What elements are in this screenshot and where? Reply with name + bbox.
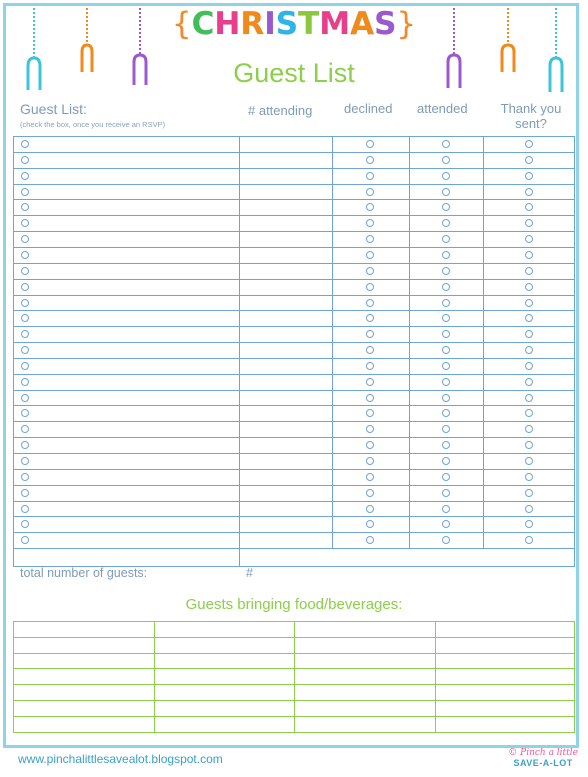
rsvp-checkbox[interactable] [21, 156, 29, 164]
guest-table [13, 136, 575, 582]
title-letter: M [319, 6, 351, 42]
rsvp-checkbox[interactable] [366, 536, 374, 544]
rsvp-checkbox[interactable] [366, 473, 374, 481]
rsvp-checkbox[interactable] [21, 409, 29, 417]
rsvp-checkbox[interactable] [442, 520, 450, 528]
rsvp-checkbox[interactable] [525, 505, 533, 513]
rsvp-checkbox[interactable] [442, 425, 450, 433]
rsvp-checkbox[interactable] [366, 188, 374, 196]
rsvp-checkbox[interactable] [525, 283, 533, 291]
rsvp-checkbox[interactable] [525, 203, 533, 211]
row-divider [13, 279, 575, 280]
rsvp-checkbox[interactable] [21, 378, 29, 386]
food-col-divider [294, 621, 295, 732]
rsvp-checkbox[interactable] [525, 394, 533, 402]
col-divider [13, 136, 14, 566]
rsvp-checkbox[interactable] [21, 457, 29, 465]
title-letter: S [374, 6, 397, 42]
rsvp-checkbox[interactable] [442, 362, 450, 370]
rsvp-checkbox[interactable] [525, 156, 533, 164]
food-col-divider [154, 621, 155, 732]
row-divider [13, 405, 575, 406]
rsvp-checkbox[interactable] [21, 140, 29, 148]
rsvp-checkbox[interactable] [21, 505, 29, 513]
row-divider [13, 215, 575, 216]
total-guests-hash: # [246, 566, 253, 580]
row-divider [13, 152, 575, 153]
row-divider [13, 421, 575, 422]
title-letter: H [214, 6, 241, 42]
title-letter: A [350, 6, 375, 42]
rsvp-checkbox[interactable] [366, 299, 374, 307]
rsvp-checkbox[interactable] [525, 235, 533, 243]
rsvp-checkbox[interactable] [366, 156, 374, 164]
rsvp-checkbox[interactable] [525, 251, 533, 259]
rsvp-checkbox[interactable] [366, 172, 374, 180]
rsvp-checkbox[interactable] [21, 203, 29, 211]
title-letter: S [275, 6, 299, 42]
row-divider [13, 469, 575, 470]
rsvp-checkbox[interactable] [366, 441, 374, 449]
rsvp-checkbox[interactable] [525, 457, 533, 465]
rsvp-checkbox[interactable] [442, 378, 450, 386]
rsvp-checkbox[interactable] [442, 299, 450, 307]
col-header-guest-note: (check the box, once you receive an RSVP) [20, 120, 166, 129]
rsvp-checkbox[interactable] [21, 267, 29, 275]
rsvp-checkbox[interactable] [525, 314, 533, 322]
rsvp-checkbox[interactable] [442, 536, 450, 544]
col-divider [574, 136, 575, 566]
rsvp-checkbox[interactable] [525, 267, 533, 275]
rsvp-checkbox[interactable] [525, 188, 533, 196]
col-header-attended: attended [417, 101, 468, 116]
rsvp-checkbox[interactable] [21, 314, 29, 322]
rsvp-checkbox[interactable] [525, 441, 533, 449]
title-letter: C [191, 6, 215, 42]
food-col-divider [13, 621, 14, 732]
row-divider [13, 310, 575, 311]
rsvp-checkbox[interactable] [366, 203, 374, 211]
rsvp-checkbox[interactable] [442, 409, 450, 417]
rsvp-checkbox[interactable] [366, 378, 374, 386]
rsvp-checkbox[interactable] [525, 299, 533, 307]
rsvp-checkbox[interactable] [525, 536, 533, 544]
rsvp-checkbox[interactable] [525, 172, 533, 180]
rsvp-checkbox[interactable] [21, 520, 29, 528]
row-divider [13, 532, 575, 533]
rsvp-checkbox[interactable] [525, 362, 533, 370]
rsvp-checkbox[interactable] [525, 140, 533, 148]
row-divider [13, 168, 575, 169]
rsvp-checkbox[interactable] [21, 425, 29, 433]
rsvp-checkbox[interactable] [366, 346, 374, 354]
row-divider [13, 437, 575, 438]
rsvp-checkbox[interactable] [366, 409, 374, 417]
row-divider [13, 136, 575, 137]
rsvp-checkbox[interactable] [442, 251, 450, 259]
row-divider [13, 390, 575, 391]
brand-line1: © Pinch a little [508, 748, 578, 758]
row-divider [13, 231, 575, 232]
brand-logo [508, 748, 578, 768]
title-letters [192, 6, 397, 42]
food-row-divider [13, 732, 575, 733]
rsvp-checkbox[interactable] [21, 362, 29, 370]
rsvp-checkbox[interactable] [442, 394, 450, 402]
rsvp-checkbox[interactable] [442, 457, 450, 465]
rsvp-checkbox[interactable] [366, 283, 374, 291]
row-divider [13, 326, 575, 327]
col-header-declined: declined [344, 101, 393, 116]
footer-url[interactable]: www.pinchalittlesavealot.blogspot.com [18, 752, 223, 766]
rsvp-checkbox[interactable] [21, 235, 29, 243]
rsvp-checkbox[interactable] [366, 330, 374, 338]
rsvp-checkbox[interactable] [442, 219, 450, 227]
rsvp-checkbox[interactable] [366, 235, 374, 243]
row-divider [13, 247, 575, 248]
rsvp-checkbox[interactable] [21, 283, 29, 291]
title-letter: R [240, 6, 265, 42]
brand-line2: SAVE-A-LOT [513, 758, 573, 768]
rsvp-checkbox[interactable] [21, 473, 29, 481]
rsvp-checkbox[interactable] [525, 219, 533, 227]
total-guests-label: total number of guests: [20, 566, 148, 580]
col-divider [409, 136, 410, 548]
rsvp-checkbox[interactable] [442, 203, 450, 211]
rsvp-checkbox[interactable] [366, 219, 374, 227]
row-divider [13, 184, 575, 185]
food-section-title: Guests bringing food/beverages: [185, 596, 403, 613]
rsvp-checkbox[interactable] [442, 235, 450, 243]
rsvp-checkbox[interactable] [442, 489, 450, 497]
rsvp-checkbox[interactable] [442, 441, 450, 449]
row-divider [13, 501, 575, 502]
rsvp-checkbox[interactable] [442, 172, 450, 180]
rsvp-checkbox[interactable] [525, 473, 533, 481]
col-divider [239, 136, 240, 566]
rsvp-checkbox[interactable] [21, 394, 29, 402]
row-divider [13, 263, 575, 264]
row-divider [13, 199, 575, 200]
title-letter: I [264, 6, 276, 42]
rsvp-checkbox[interactable] [21, 172, 29, 180]
rsvp-checkbox[interactable] [21, 346, 29, 354]
rsvp-checkbox[interactable] [366, 140, 374, 148]
rsvp-checkbox[interactable] [366, 267, 374, 275]
rsvp-checkbox[interactable] [442, 283, 450, 291]
col-divider [483, 136, 484, 548]
col-divider [332, 136, 333, 548]
rsvp-checkbox[interactable] [442, 314, 450, 322]
rsvp-checkbox[interactable] [442, 188, 450, 196]
food-table [13, 621, 575, 733]
title-brace-close: } [396, 6, 417, 42]
rsvp-checkbox[interactable] [21, 330, 29, 338]
row-divider [13, 453, 575, 454]
rsvp-checkbox[interactable] [442, 473, 450, 481]
rsvp-checkbox[interactable] [366, 457, 374, 465]
rsvp-checkbox[interactable] [366, 520, 374, 528]
rsvp-checkbox[interactable] [442, 346, 450, 354]
title-letter: T [298, 6, 320, 42]
row-divider [13, 374, 575, 375]
rsvp-checkbox[interactable] [366, 425, 374, 433]
rsvp-checkbox[interactable] [525, 425, 533, 433]
rsvp-checkbox[interactable] [525, 346, 533, 354]
row-divider [13, 295, 575, 296]
rsvp-checkbox[interactable] [21, 188, 29, 196]
rsvp-checkbox[interactable] [525, 330, 533, 338]
rsvp-checkbox[interactable] [21, 441, 29, 449]
rsvp-checkbox[interactable] [21, 251, 29, 259]
rsvp-checkbox[interactable] [366, 489, 374, 497]
col-header-thank-you: Thank you sent? [500, 101, 562, 131]
rsvp-checkbox[interactable] [525, 409, 533, 417]
rsvp-checkbox[interactable] [366, 394, 374, 402]
rsvp-checkbox[interactable] [21, 299, 29, 307]
page-subtitle: Guest List [233, 58, 355, 88]
row-divider [13, 516, 575, 517]
rsvp-checkbox[interactable] [366, 251, 374, 259]
row-divider [13, 358, 575, 359]
rsvp-checkbox[interactable] [366, 505, 374, 513]
row-divider [13, 342, 575, 343]
rsvp-checkbox[interactable] [21, 489, 29, 497]
christmas-title [0, 6, 588, 42]
row-divider [13, 485, 575, 486]
col-header-guest-list: Guest List: [20, 101, 87, 117]
food-col-divider [435, 621, 436, 732]
rsvp-checkbox[interactable] [442, 267, 450, 275]
rsvp-checkbox[interactable] [21, 219, 29, 227]
rsvp-checkbox[interactable] [525, 520, 533, 528]
rsvp-checkbox[interactable] [366, 362, 374, 370]
rsvp-checkbox[interactable] [366, 314, 374, 322]
rsvp-checkbox[interactable] [442, 156, 450, 164]
rsvp-checkbox[interactable] [442, 505, 450, 513]
rsvp-checkbox[interactable] [442, 330, 450, 338]
col-header-attending: # attending [248, 103, 313, 118]
row-divider [13, 548, 575, 549]
title-brace-open: { [171, 6, 192, 42]
rsvp-checkbox[interactable] [21, 536, 29, 544]
rsvp-checkbox[interactable] [442, 140, 450, 148]
rsvp-checkbox[interactable] [525, 378, 533, 386]
rsvp-checkbox[interactable] [525, 489, 533, 497]
food-col-divider [574, 621, 575, 732]
